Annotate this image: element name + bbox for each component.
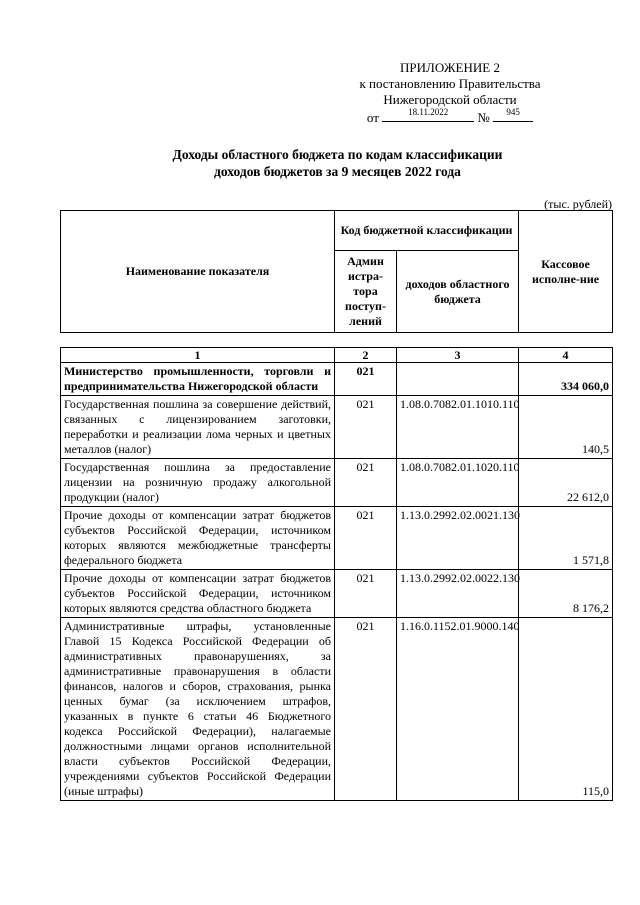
table-row [61,507,613,570]
table-row [61,618,613,801]
row-amount: 334 060,0 [519,363,613,396]
row-amount: 22 612,0 [519,459,613,507]
appendix-title: ПРИЛОЖЕНИЕ 2 [400,60,500,75]
table-row [61,570,613,618]
row-code: 1.13.0.2992.02.0022.130 [397,570,519,618]
document-title [60,146,615,180]
table-row [61,363,613,396]
row-name: Прочие доходы от компенсации затрат бюджетов субъектов Российской Федерации, источником которых являются средства областного бюджета [61,570,335,618]
header-cash: Кассовое исполне-ние [519,211,613,333]
row-amount: 140,5 [519,396,613,459]
table-row [61,459,613,507]
header-income: доходов областного бюджета [397,251,519,333]
row-name: Прочие доходы от компенсации затрат бюджетов субъектов Российской Федерации, источником которых являются межбюджетные трансферты федерального бюджета [61,507,335,570]
number-field [493,108,533,122]
row-admin: 021 [335,363,397,396]
units-label: (тыс. рублей) [544,197,612,211]
date-value: 18.11.2022 [408,107,449,117]
column-number-row [61,348,613,363]
row-code: 1.08.0.7082.01.1010.110 [397,396,519,459]
row-admin: 021 [335,459,397,507]
row-name: Административные штрафы, установленные Главой 15 Кодекса Российской Федерации об административных правонарушениях, за административные правонарушения в области финансов, налогов и сборов, страхования, рынка ценных бумаг (за исключением штрафов, указанных в пункте 6 статьи 46 Бюджетного кодекса Российской Федерации), налагаемые должностными лицами органов исполнительной власти субъектов Российской Федерации, учреждениями субъектов Российской Федерации (иные штрафы) [61,618,335,801]
column-number: 3 [397,348,519,363]
row-code: 1.08.0.7082.01.1020.110 [397,459,519,507]
from-label: от [366,110,379,125]
row-admin: 021 [335,507,397,570]
row-amount: 8 176,2 [519,570,613,618]
row-code: 1.13.0.2992.02.0021.130 [397,507,519,570]
row-code [397,363,519,396]
number-label: № [477,110,490,125]
column-number: 2 [335,348,397,363]
title-line-1: Доходы областного бюджета по кодам классификации [172,147,503,162]
row-code: 1.16.0.1152.01.9000.140 [397,618,519,801]
column-number: 1 [61,348,335,363]
row-amount: 115,0 [519,618,613,801]
column-number: 4 [519,348,613,363]
date-field [382,108,474,122]
table-header [60,210,613,333]
header-name: Наименование показателя [61,211,335,333]
appendix-date-number [300,108,600,126]
header-code-group: Код бюджетной классификации [335,211,519,251]
title-line-2: доходов бюджетов за 9 месяцев 2022 года [214,164,461,179]
number-value: 945 [506,107,520,117]
income-table [60,347,613,801]
row-admin: 021 [335,396,397,459]
row-amount: 1 571,8 [519,507,613,570]
appendix-region: Нижегородской области [383,92,517,107]
appendix-resolution: к постановлению Правительства [359,76,541,91]
table-row [61,396,613,459]
row-name: Министерство промышленности, торговли и предпринимательства Нижегородской области [61,363,335,396]
row-name: Государственная пошлина за предоставление лицензии на розничную продажу алкогольной продукции (налог) [61,459,335,507]
header-admin: Админ истра-тора поступ-лений [335,251,397,333]
row-admin: 021 [335,618,397,801]
row-name: Государственная пошлина за совершение действий, связанных с лицензированием заготовки, переработки и реализации лома черных и цветных металлов (налог) [61,396,335,459]
appendix-block [300,60,600,126]
row-admin: 021 [335,570,397,618]
